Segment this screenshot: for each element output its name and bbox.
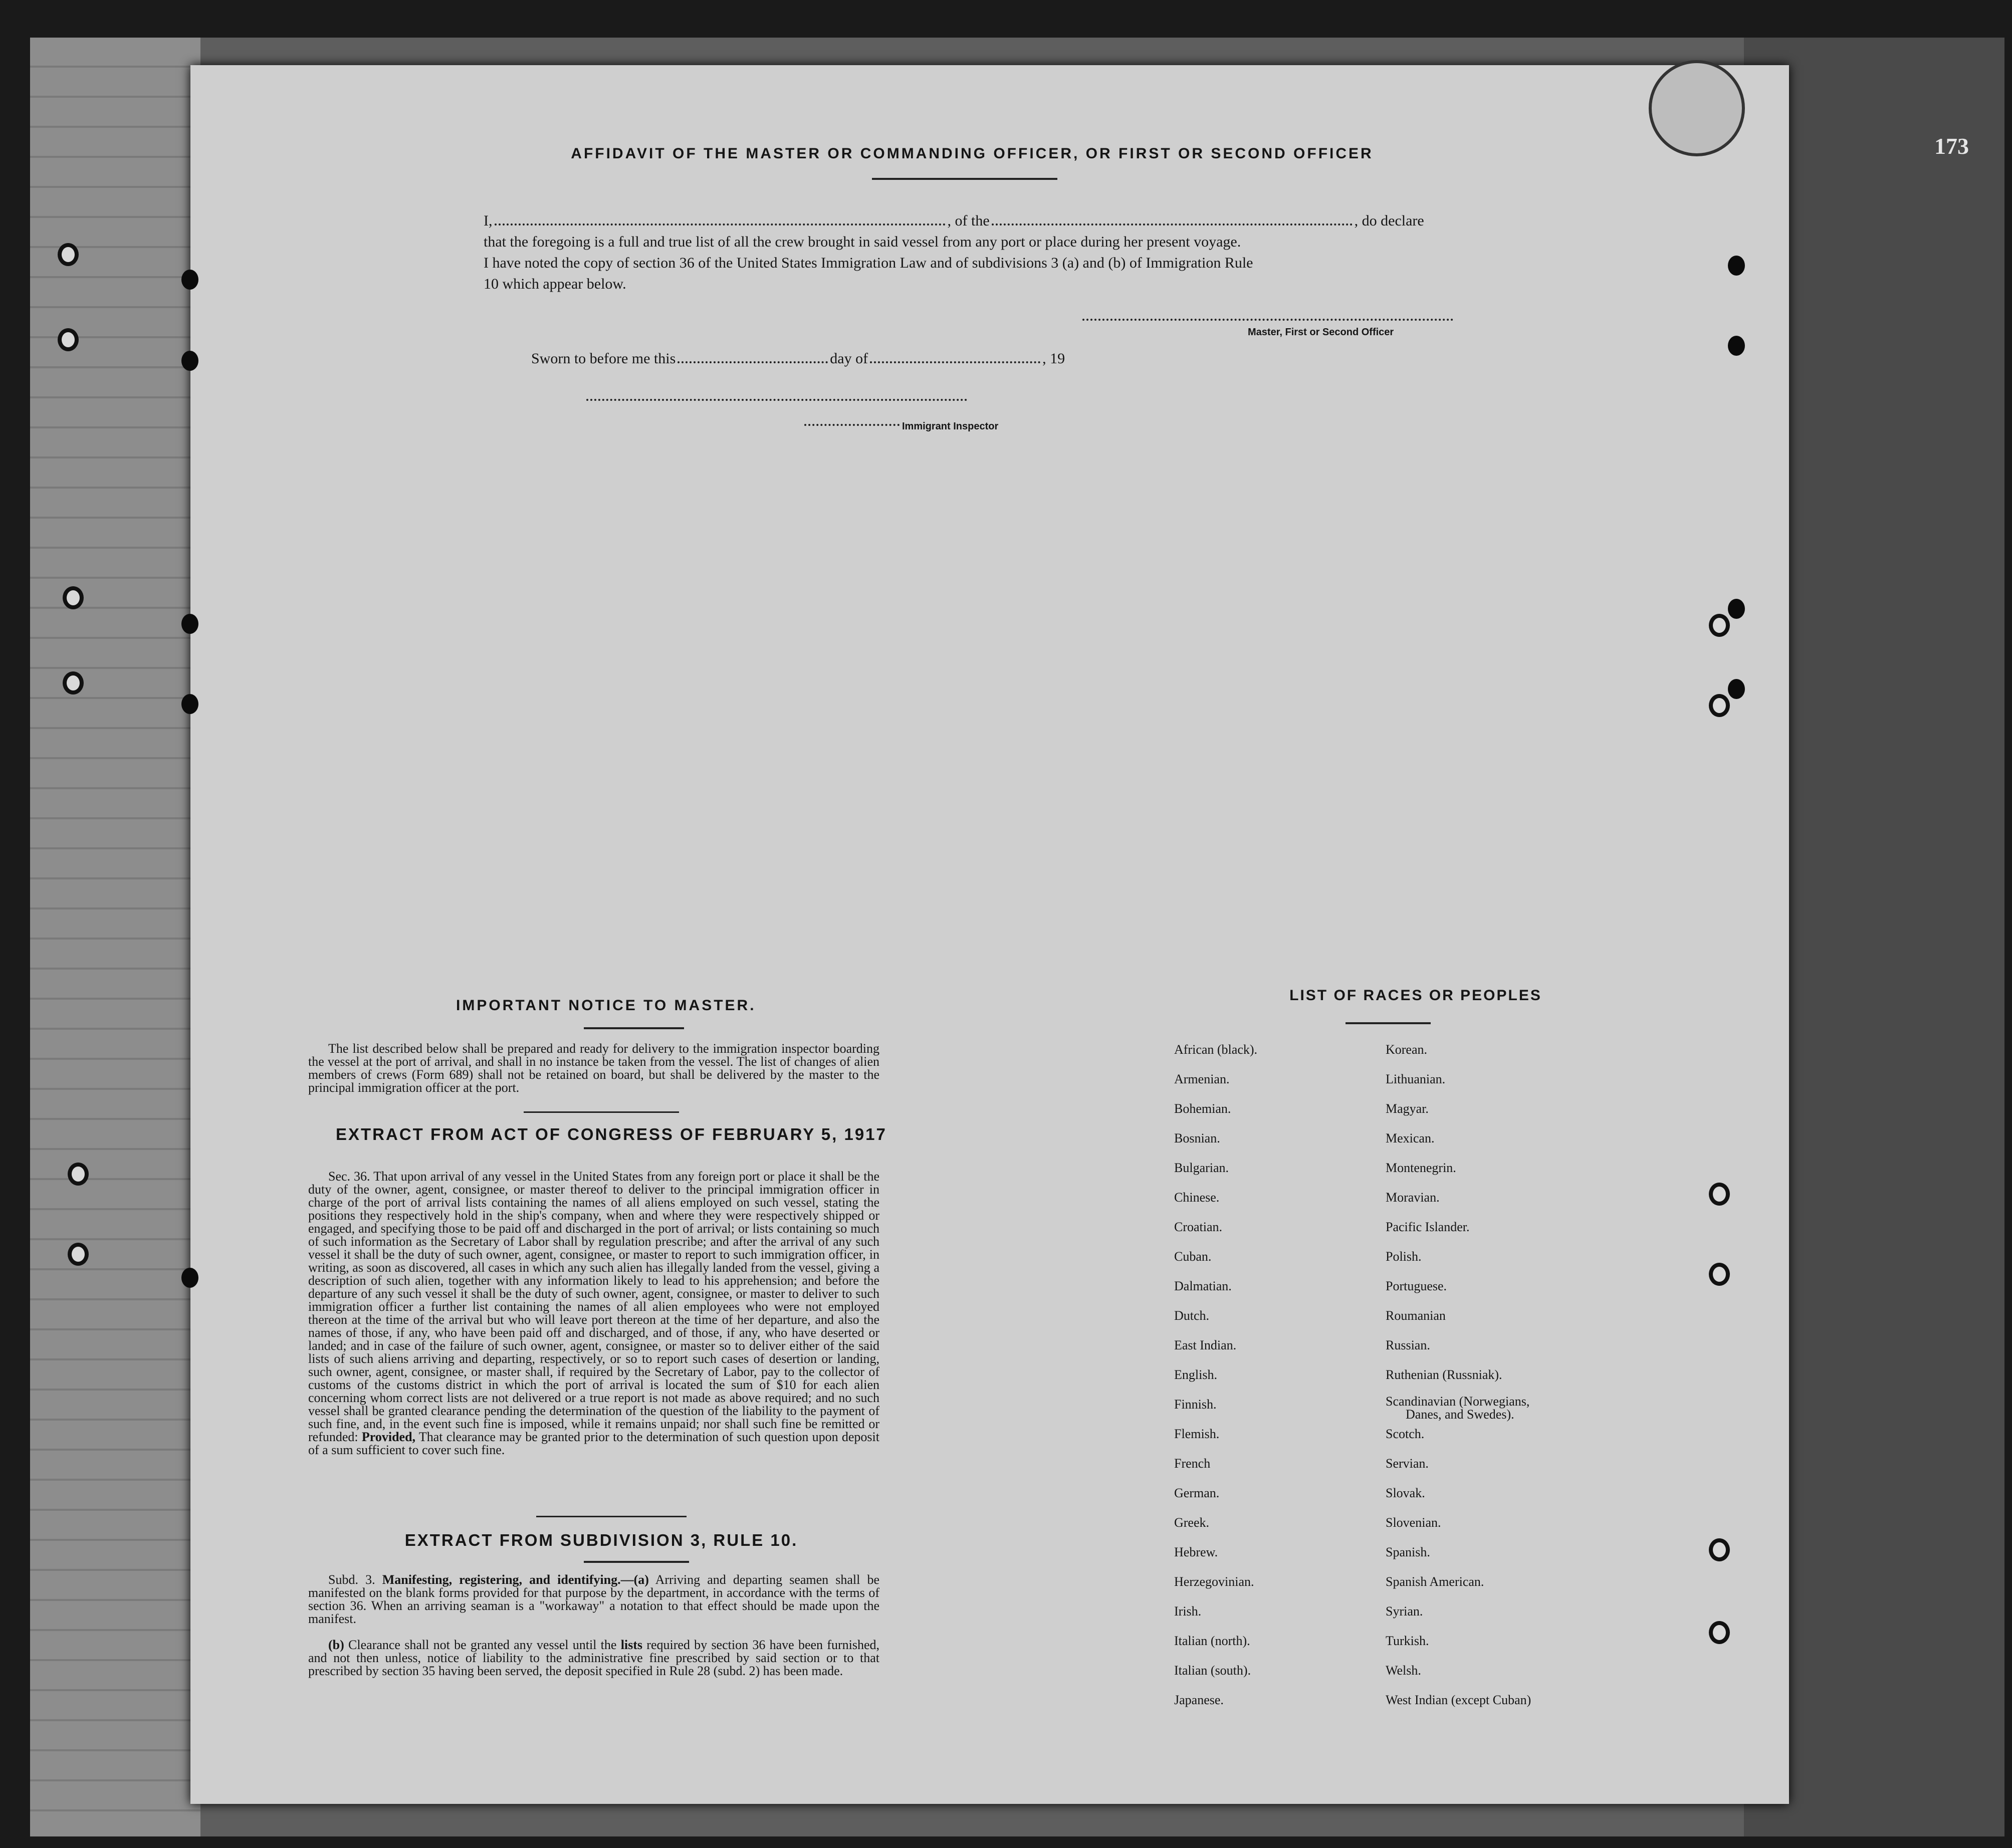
race-right-item: Moravian.: [1386, 1190, 1440, 1205]
race-left-item: Greek.: [1174, 1515, 1210, 1530]
affidavit-line-3: I have noted the copy of section 36 of the United States Immigration Law and of subdivisions 3 (a) and (b) of Immigration Rule: [484, 255, 1253, 271]
act-text: [308, 1170, 879, 1457]
race-left-item: Bosnian.: [1174, 1131, 1220, 1145]
binder-ring-icon: [68, 1163, 89, 1186]
affidavit-title-rule: [872, 178, 1057, 180]
race-right-item: Montenegrin.: [1386, 1161, 1456, 1175]
race-right-item: Pacific Islander.: [1386, 1220, 1470, 1234]
name-blank-field[interactable]: [495, 220, 946, 225]
binder-ring-icon: [68, 1243, 89, 1266]
race-left-item: French: [1174, 1456, 1211, 1471]
race-right-item: Russian.: [1386, 1338, 1430, 1352]
race-left-item: Japanese.: [1174, 1693, 1224, 1707]
notice-text: The list described below shall be prepared and ready for delivery to the immigration inspector boarding the vessel at the port of arrival, and shall in no instance be taken from the vessel. The list of changes of alien members of crews (Form 689) shall not be retained on board, but shall be delivered by the master to the principal immigration officer at the port.: [308, 1041, 879, 1095]
sworn-line: [531, 348, 1065, 369]
race-left-item: English.: [1174, 1367, 1217, 1382]
race-right-item: Spanish American.: [1386, 1574, 1484, 1589]
binder-ring-icon: [1709, 614, 1730, 637]
binder-ring-icon: [1709, 1538, 1730, 1561]
rule10-title: EXTRACT FROM SUBDIVISION 3, RULE 10.: [404, 1531, 798, 1549]
race-right-item: Turkish.: [1386, 1634, 1429, 1648]
race-left-item: Chinese.: [1174, 1190, 1220, 1205]
rule10-para-b: [308, 1639, 879, 1678]
race-right-item: Spanish.: [1386, 1545, 1430, 1559]
sworn-day-of-label: day of: [830, 350, 868, 367]
race-left-item: Cuban.: [1174, 1249, 1212, 1264]
punch-hole-icon: [1728, 679, 1745, 699]
sworn-prefix: Sworn to before me this: [531, 350, 676, 367]
notice-title-rule: [584, 1027, 684, 1029]
inspector-label: Immigrant Inspector: [902, 421, 999, 432]
race-right-item: Polish.: [1386, 1249, 1422, 1264]
affidavit-title: AFFIDAVIT OF THE MASTER OR COMMANDING OFFICER, OR FIRST OR SECOND OFFICER: [571, 145, 1374, 162]
i-label: I,: [484, 212, 493, 229]
race-left-item: Dalmatian.: [1174, 1279, 1232, 1293]
race-left-item: Flemish.: [1174, 1427, 1220, 1441]
rule10-b-bold: lists: [620, 1638, 643, 1652]
race-right-item: Mexican.: [1386, 1131, 1435, 1145]
binder-ring-icon: [63, 586, 84, 609]
corner-stamp-icon: [1649, 60, 1745, 156]
race-left-item: East Indian.: [1174, 1338, 1237, 1352]
race-left-item: German.: [1174, 1486, 1220, 1500]
race-left-item: Bulgarian.: [1174, 1161, 1229, 1175]
race-right-item: Scotch.: [1386, 1427, 1425, 1441]
affidavit-body: [484, 210, 1651, 295]
vessel-blank-field[interactable]: [992, 220, 1353, 225]
race-left-item: Herzegovinian.: [1174, 1574, 1254, 1589]
race-right-item: Ruthenian (Russniak).: [1386, 1367, 1502, 1382]
binder-ring-icon: [58, 328, 79, 351]
race-right-item: West Indian (except Cuban): [1386, 1693, 1531, 1707]
signature-label: Master, First or Second Officer: [1248, 327, 1394, 338]
race-left-item: Croatian.: [1174, 1220, 1223, 1234]
rule10-a-prefix: Subd. 3.: [328, 1572, 375, 1587]
sworn-year-label: , 19: [1042, 350, 1065, 367]
race-right-item: Korean.: [1386, 1042, 1428, 1057]
rule10-b-text-2: required by section 36 have been furnished, and not then unless, notice of liability to the administrative fine prescribed by said section or to that prescribed by section 35 having been served, the deposit specified in Rule 28 (subd. 2) has been made.: [308, 1638, 879, 1678]
form-sheet: [190, 65, 1789, 1804]
act-bottom-rule: [536, 1516, 687, 1517]
rule10-para-a: [308, 1573, 879, 1626]
page-number: 173: [1934, 133, 1969, 159]
binder-ring-icon: [1709, 1263, 1730, 1286]
race-left-item: Hebrew.: [1174, 1545, 1218, 1559]
race-left-item: African (black).: [1174, 1042, 1258, 1057]
act-provided-text: That clearance may be granted prior to the determination of such question upon deposit of a sum sufficient to cover such fine.: [308, 1430, 879, 1457]
of-the-label: , of the: [947, 212, 990, 229]
race-left-item: Finnish.: [1174, 1397, 1217, 1412]
affidavit-line-1: [484, 210, 1651, 232]
punch-hole-icon: [181, 694, 198, 714]
punch-hole-icon: [1728, 599, 1745, 619]
race-right-item: Danes, and Swedes).: [1406, 1407, 1514, 1422]
race-left-item: Bohemian.: [1174, 1101, 1231, 1116]
race-right-item: Magyar.: [1386, 1101, 1429, 1116]
rule10-title-rule: [584, 1561, 689, 1563]
notice-title: IMPORTANT NOTICE TO MASTER.: [456, 997, 756, 1014]
master-signature-line[interactable]: [1082, 319, 1453, 321]
binder-ring-icon: [63, 671, 84, 695]
race-left-item: Irish.: [1174, 1604, 1202, 1619]
act-title: EXTRACT FROM ACT OF CONGRESS OF FEBRUARY 5, 1917: [336, 1125, 887, 1143]
race-right-item: Syrian.: [1386, 1604, 1423, 1619]
races-title: LIST OF RACES OR PEOPLES: [1289, 987, 1542, 1004]
rule10-b-text-1: Clearance shall not be granted any vessel until the: [348, 1638, 617, 1652]
binder-ring-icon: [1709, 1621, 1730, 1644]
rule10-a-bold: Manifesting, registering, and identifying.—(a): [382, 1572, 649, 1587]
race-right-item: Slovak.: [1386, 1486, 1425, 1500]
binder-ring-icon: [58, 243, 79, 266]
notice-bottom-rule: [524, 1111, 679, 1113]
race-right-item: Servian.: [1386, 1456, 1429, 1471]
race-right-item: Lithuanian.: [1386, 1072, 1446, 1086]
punch-hole-icon: [181, 1268, 198, 1288]
binder-ring-icon: [1709, 1183, 1730, 1206]
ruled-backing-strip: [30, 38, 200, 1836]
binder-ring-icon: [1709, 694, 1730, 717]
rule10-a-text: Arriving and departing seamen shall be manifested on the blank forms provided for that purpose by the department, in accordance with the terms of section 36. When an arriving seaman is a "workaway" a notation to that effect should be made upon the manifest.: [308, 1572, 880, 1626]
rule10-b-label: (b): [328, 1638, 344, 1652]
races-title-rule: [1346, 1022, 1431, 1024]
race-right-item: Welsh.: [1386, 1663, 1421, 1678]
sworn-month-field[interactable]: [870, 358, 1040, 363]
do-declare-label: , do declare: [1354, 212, 1424, 229]
race-left-item: Italian (north).: [1174, 1634, 1250, 1648]
act-body: Sec. 36. That upon arrival of any vessel in the United States from any foreign port or place it shall be the duty of the owner, agent, consignee, or master thereof to deliver to the principal immigration officer in charge of the port of arrival lists containing the names of all aliens employed on such vessel, stating the positions they respectively hold in the ship's company, when and where they were respectively shipped or engaged, and specifying those to be paid off and discharged in the port of arrival; or lists containing so much of such information as the Secretary of Labor shall by regulation prescribe; and after the arrival of any such vessel it shall be the duty of such owner, agent, consignee, or master to report to such immigration officer, in writing, as soon as discovered, all cases in which any such alien has illegally landed from the vessel, giving a description of such alien, together with any information likely to lead to his apprehension; and before the departure of any such vessel it shall be the duty of such owner, agent, consignee, or master to deliver to such immigration officer a further list containing the names of all alien employees who were not employed thereon at the time of the arrival but who will leave port thereon at the time of her departure, and also the names of those, if any, who have been paid off and discharged, and of those, if any, who have deserted or landed; and in case of the failure of such owner, agent, consignee, or master so to deliver either of the said lists of such aliens arriving and departing, respectively, or so to report such cases of desertion or landing, such owner, agent, consignee, or master shall, if required by the Secretary of Labor, pay to the collector of customs of the customs district in which the port of arrival is located the sum of $10 for each alien concerning whom correct lists are not delivered or a true report is not made as above required; and no such vessel shall be granted clearance pending the determination of the question of the liability to the payment of such fine, and, in the event such fine is imposed, while it remains unpaid; nor shall such fine be remitted or refunded:: [308, 1169, 879, 1444]
affidavit-line-4: 10 which appear below.: [484, 276, 626, 292]
inspector-label-rule: [804, 424, 900, 426]
race-right-item: Slovenian.: [1386, 1515, 1441, 1530]
punch-hole-icon: [181, 614, 198, 634]
punch-hole-icon: [181, 351, 198, 371]
punch-hole-icon: [1728, 256, 1745, 276]
race-left-item: Italian (south).: [1174, 1663, 1251, 1678]
inspector-signature-line[interactable]: [586, 399, 967, 401]
affidavit-line-2: that the foregoing is a full and true list of all the crew brought in said vessel from any port or place during her present voyage.: [484, 234, 1241, 250]
race-right-item: Roumanian: [1386, 1308, 1446, 1323]
race-right-item: Portuguese.: [1386, 1279, 1447, 1293]
sworn-day-field[interactable]: [678, 358, 828, 363]
race-left-item: Dutch.: [1174, 1308, 1210, 1323]
punch-hole-icon: [181, 270, 198, 290]
punch-hole-icon: [1728, 336, 1745, 356]
act-provided-label: Provided,: [361, 1430, 416, 1444]
race-right-item: Scandinavian (Norwegians,: [1386, 1394, 1530, 1409]
race-left-item: Armenian.: [1174, 1072, 1230, 1086]
